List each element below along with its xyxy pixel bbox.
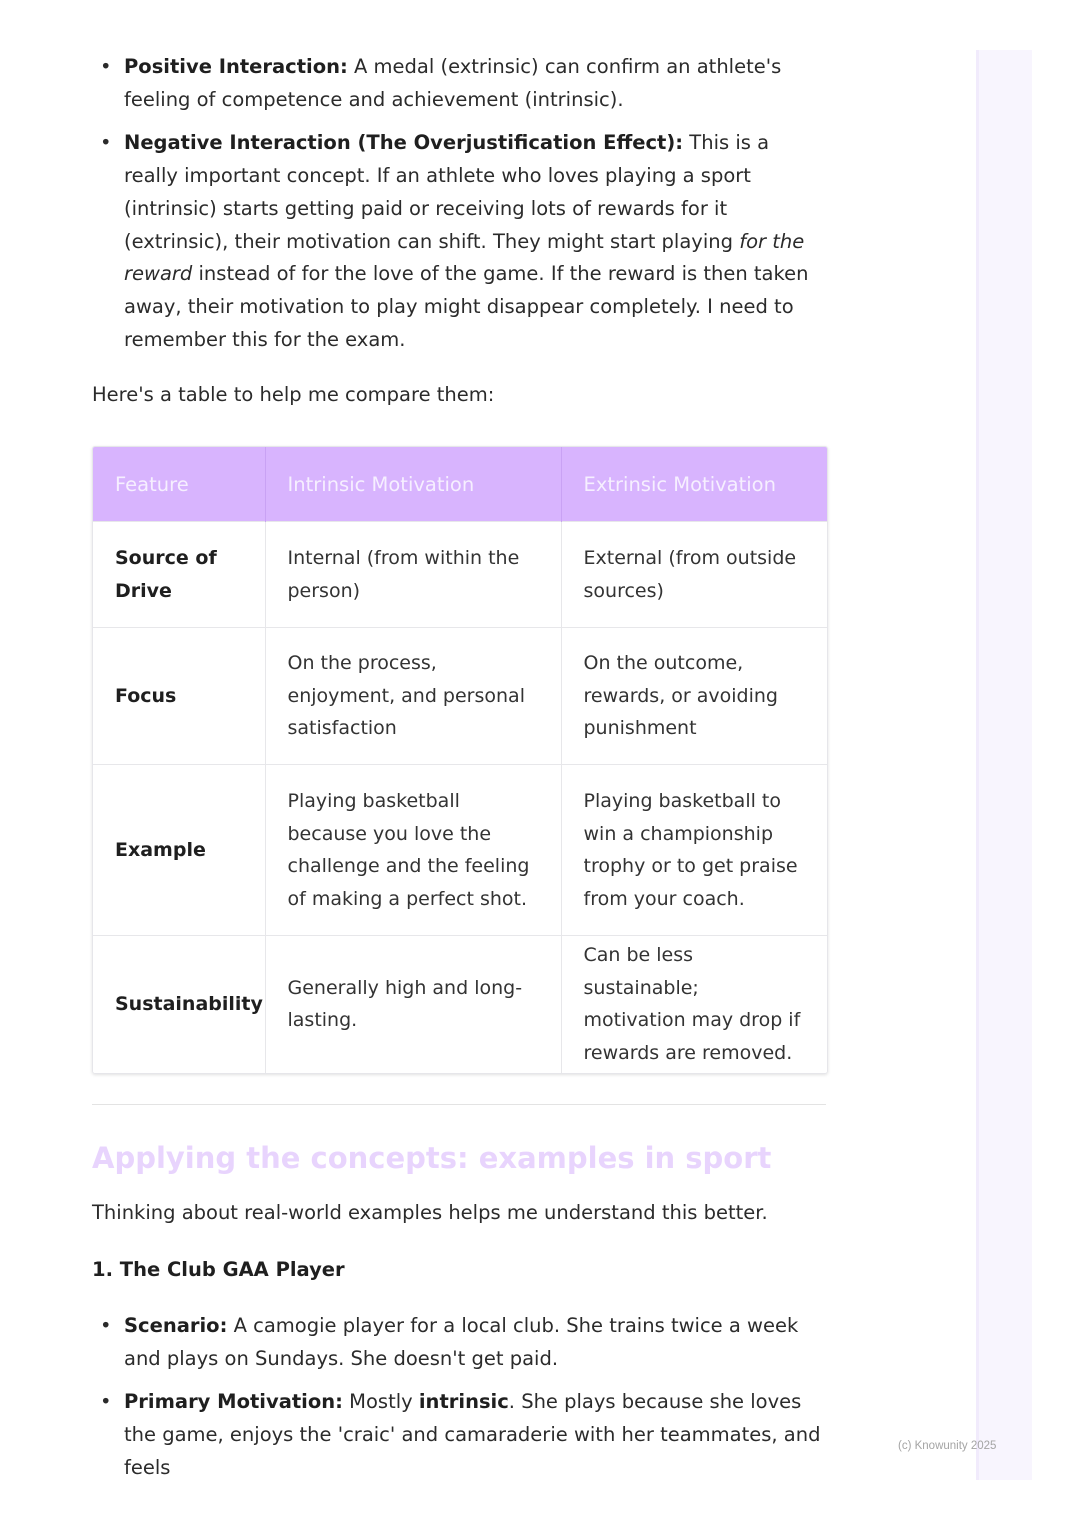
copyright-footer: (c) Knowunity 2025 — [898, 1440, 997, 1452]
bullet-label: Primary Motivation: — [124, 1390, 343, 1414]
table-row — [93, 522, 827, 628]
section-intro: Thinking about real-world examples helps me understand this better. — [92, 1201, 768, 1224]
right-margin-panel — [976, 50, 1032, 1480]
table-cell: Playing basketball because you love the challenge and the feeling of making a perfect shot. — [265, 765, 561, 936]
list-item — [92, 1386, 828, 1484]
table-cell: Can be less sustainable; motivation may drop if rewards are removed. — [561, 936, 827, 1073]
bullet-emphasis: intrinsic — [418, 1390, 509, 1414]
table-feature-cell: Focus — [93, 628, 265, 765]
bullet-emphasis: for the reward — [124, 229, 805, 286]
table-cell: External (from outside sources) — [561, 522, 827, 628]
bullet-label: Scenario: — [124, 1314, 228, 1337]
table-cell: Internal (from within the person) — [265, 522, 561, 628]
list-item — [92, 51, 828, 116]
table-header-cell: Extrinsic Motivation — [561, 447, 827, 522]
bullet-text: A camogie player for a local club. She trains twice a week and plays on Sundays. She doesn't get paid. — [124, 1314, 799, 1370]
table-row — [93, 765, 827, 936]
table-cell: On the outcome, rewards, or avoiding punishment — [561, 628, 827, 765]
bullet-text: Mostly — [342, 1390, 419, 1414]
interaction-list — [92, 51, 828, 356]
section-divider — [92, 1104, 826, 1105]
table-row — [93, 628, 827, 765]
table-feature-cell: Example — [93, 765, 265, 936]
bullet-label: Negative Interaction (The Overjustification Effect): — [124, 131, 684, 155]
table-row — [93, 936, 827, 1073]
example-heading: 1. The Club GAA Player — [92, 1258, 345, 1281]
bullet-label: Positive Interaction: — [124, 55, 348, 78]
table-header-row — [93, 447, 827, 522]
table-cell: Playing basketball to win a championship trophy or to get praise from your coach. — [561, 765, 827, 936]
list-item — [92, 127, 828, 356]
table-header-cell: Feature — [93, 447, 265, 522]
section-title: Applying the concepts: examples in sport — [92, 1141, 772, 1175]
table-intro: Here's a table to help me compare them: — [92, 383, 495, 406]
bullet-text: A medal (extrinsic) can confirm an athlete's feeling of competence and achievement (intrinsic). — [124, 55, 782, 111]
bullet-text: . She plays because she loves the game, enjoys the 'craic' and camaraderie with her teammates, and feels — [124, 1390, 821, 1479]
table-cell: Generally high and long-lasting. — [265, 936, 561, 1073]
table-header-cell: Intrinsic Motivation — [265, 447, 561, 522]
bullet-text: instead of for the love of the game. If the reward is then taken away, their motivation to play might disappear completely. I need to remember this for the exam. — [124, 262, 809, 351]
example-list — [92, 1310, 828, 1485]
bullet-text: This is a really important concept. If an athlete who loves playing a sport (intrinsic) starts getting paid or receiving lots of rewards for it (extrinsic), their motivation can shift. They might start playing — [124, 131, 770, 253]
list-item — [92, 1310, 828, 1375]
table-cell: On the process, enjoyment, and personal satisfaction — [265, 628, 561, 765]
comparison-table — [92, 446, 828, 1074]
table-feature-cell: Source of Drive — [93, 522, 265, 628]
right-margin-rule — [976, 50, 979, 1480]
table-feature-cell: Sustainability — [93, 936, 265, 1073]
